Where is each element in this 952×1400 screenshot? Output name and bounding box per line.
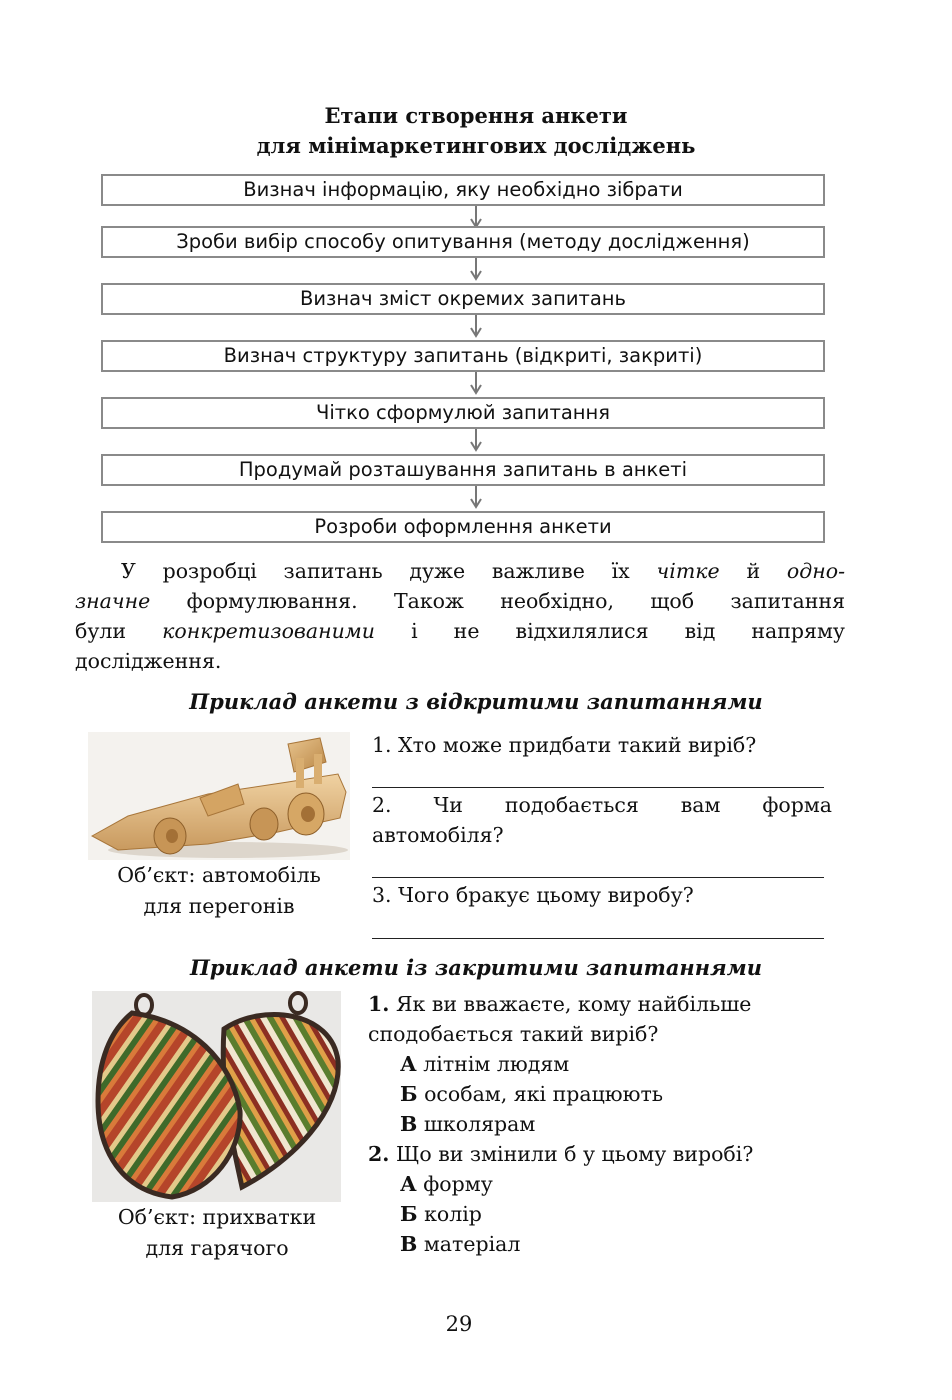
closed-question-1-line1 [368,992,751,1016]
option-letter: А [400,1172,417,1196]
option-text: особам, які працюють [424,1082,663,1106]
flowchart-step-4: Визнач структуру запитань (відкриті, закриті) [101,340,825,372]
arrow-down-icon [470,315,482,339]
option-letter: Б [400,1202,418,1226]
paragraph-text: дослідження. [75,649,222,673]
closed-question-2 [368,1142,753,1166]
option-letter: В [400,1232,418,1256]
flowchart-step-3: Визнач зміст окремих запитань [101,283,825,315]
option-letter: А [400,1052,417,1076]
flowchart-title-line2: для мінімаркетингових досліджень [256,133,696,158]
race-car-image [88,732,350,860]
option-text: матеріал [423,1232,521,1256]
option-text: колір [424,1202,482,1226]
flowchart-title-line1: Етапи створення анкети [324,103,628,128]
caption-line: Об’єкт: прихватки [117,1205,317,1229]
arrow-down-icon [470,486,482,510]
closed-q1-option-c [400,1112,535,1136]
flowchart-step-5: Чітко сформулюй запитання [101,397,825,429]
page-number: 29 [445,1312,473,1336]
option-text: форму [423,1172,493,1196]
open-question-1: 1. Хто може придбати такий виріб? [372,733,757,757]
option-text: школярам [423,1112,536,1136]
answer-line-1 [372,787,824,788]
body-paragraph [75,556,845,676]
closed-q1-option-a [400,1052,569,1076]
open-questions-heading: Приклад анкети з відкритими запитаннями [189,689,763,714]
answer-line-2 [372,877,824,878]
question-text: Як ви вважаєте, кому найбільше [395,992,752,1016]
paragraph-emphasis: конкретизованими [162,619,375,643]
question-text: 2. Чи подобається вам форма [372,793,832,817]
paragraph-text: У розробці запитань дуже важливе їх [121,559,630,583]
option-letter: Б [400,1082,418,1106]
paragraph-text: й [746,559,761,583]
flowchart-step-1: Визнач інформацію, яку необхідно зібрати [101,174,825,206]
option-text: літнім людям [423,1052,570,1076]
flowchart-step-6: Продумай розташування запитань в анкеті [101,454,825,486]
question-number: 2. [368,1142,390,1166]
answer-line-3 [372,938,824,939]
closed-q2-option-a [400,1172,493,1196]
closed-example-caption [88,1202,346,1264]
open-question-2-line1 [372,793,832,817]
caption-line: для гарячого [145,1236,289,1260]
paragraph-emphasis: одно- [786,559,845,583]
closed-q1-option-b [400,1082,663,1106]
arrow-down-icon [470,258,482,282]
option-letter: В [400,1112,418,1136]
closed-q2-option-b [400,1202,482,1226]
flowchart-step-7: Розроби оформлення анкети [101,511,825,543]
closed-q2-option-c [400,1232,520,1256]
open-question-3: 3. Чого бракує цьому виробу? [372,883,694,907]
question-text: Що ви змінили б у цьому виробі? [395,1142,754,1166]
caption-line: для перегонів [143,894,295,918]
open-question-2-line2: автомобіля? [372,823,504,847]
paragraph-emphasis: значне [75,589,151,613]
paragraph-text: і не відхилялися від напряму [411,619,845,643]
caption-line: Об’єкт: автомобіль [117,863,321,887]
open-example-caption [88,860,350,922]
paragraph-emphasis: чітке [656,559,720,583]
arrow-down-icon [470,372,482,396]
flowchart-step-2: Зроби вибір способу опитування (методу дослідження) [101,226,825,258]
question-number: 1. [368,992,390,1016]
paragraph-text: формулювання. Також необхідно, щоб запитання [186,589,845,613]
arrow-down-icon [470,429,482,453]
closed-questions-heading: Приклад анкети із закритими запитаннями [189,955,762,980]
closed-question-1-line2: сподобається такий виріб? [368,1022,659,1046]
paragraph-text: були [75,619,127,643]
potholders-image [92,991,341,1202]
